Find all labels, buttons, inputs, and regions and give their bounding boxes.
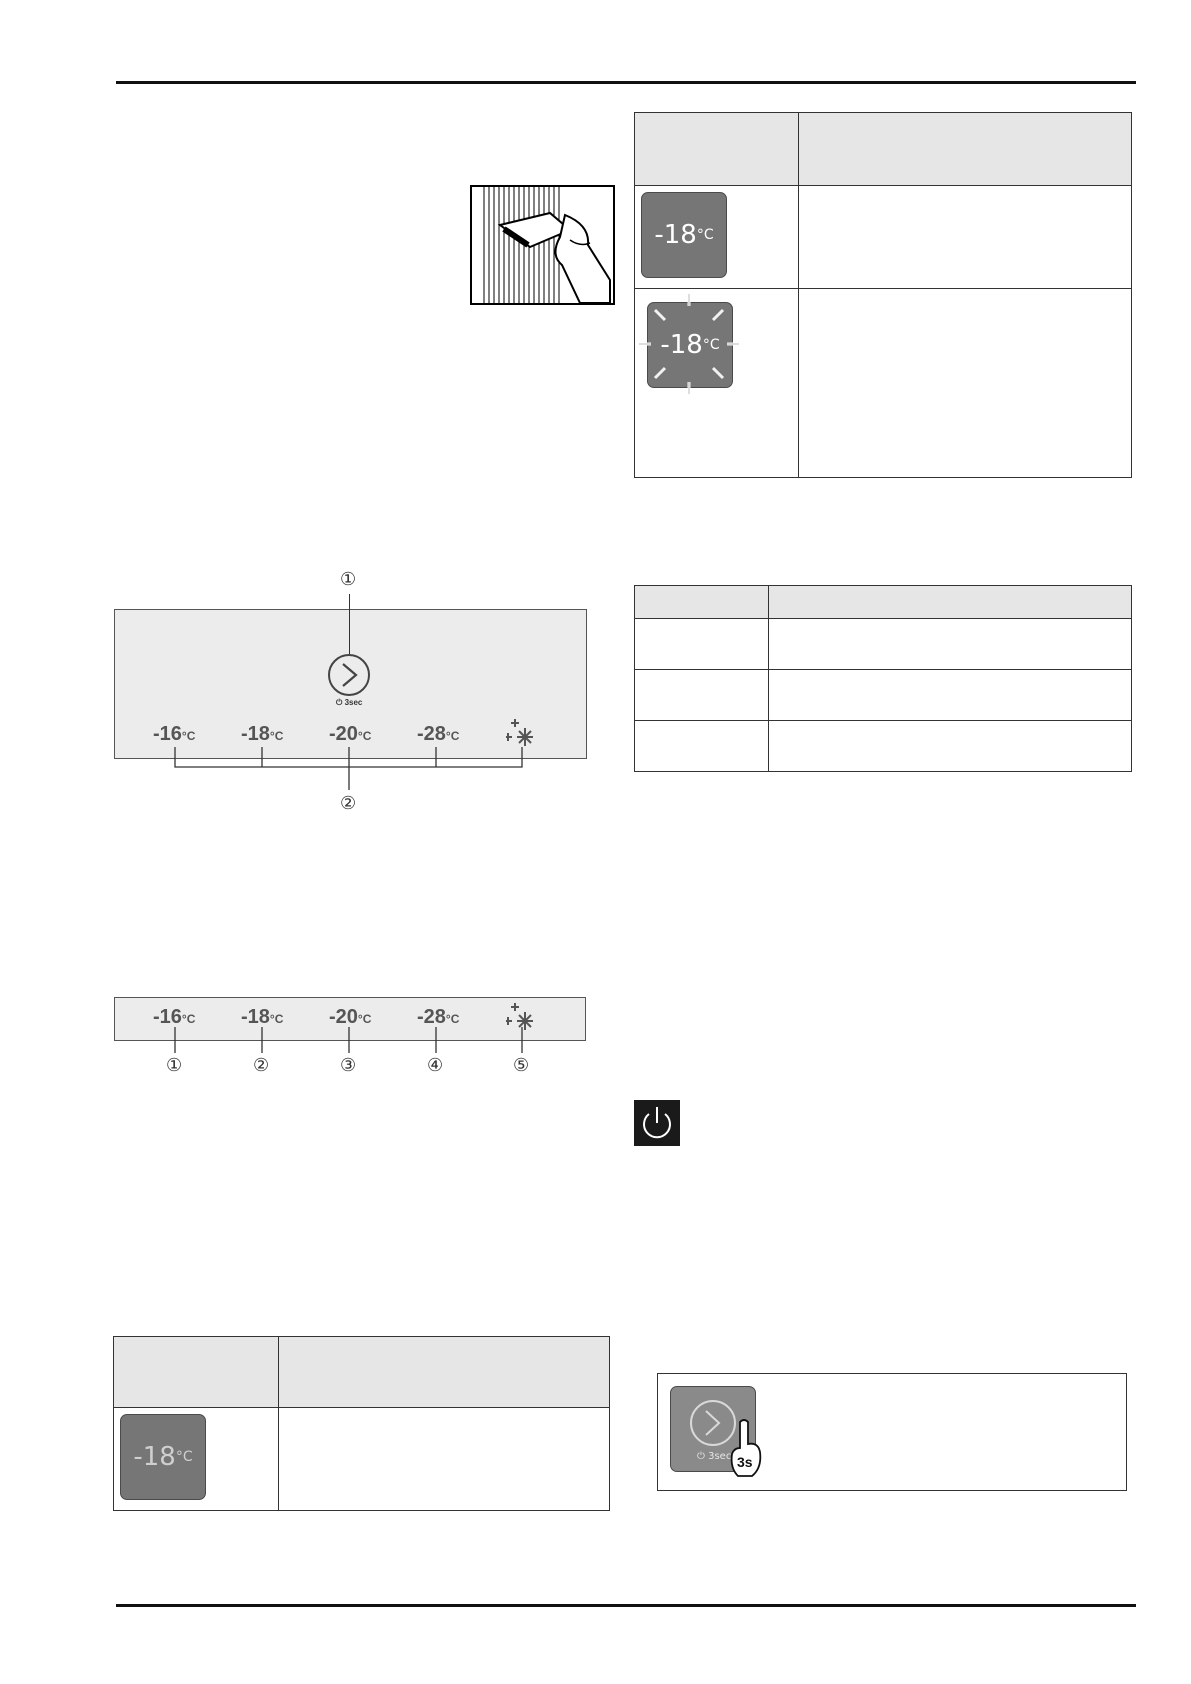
panel-superfreeze-icon xyxy=(506,718,534,748)
panel-temp-2-unit: °C xyxy=(269,729,284,743)
finger-press-icon xyxy=(728,1418,764,1478)
strip-temp-1-value: -16 xyxy=(153,1006,182,1028)
strip-temp-1 xyxy=(153,1006,195,1029)
panel-temp-3-value: -20 xyxy=(329,723,358,745)
panel-temp-1-value: -16 xyxy=(153,723,182,745)
strip-callout-4: ④ xyxy=(427,1055,444,1076)
right-table-header-2 xyxy=(799,113,1132,186)
next-button-icon[interactable] xyxy=(327,653,371,697)
panel-temp-3-unit: °C xyxy=(357,729,372,743)
settings-row-1-col-1 xyxy=(635,619,769,670)
power-hint xyxy=(336,698,362,708)
power-icon xyxy=(634,1100,680,1146)
panel-temp-4 xyxy=(417,723,459,746)
left-table-cell-2 xyxy=(279,1408,610,1511)
strip-leader-lines xyxy=(170,1027,530,1057)
tile-dim-unit: °C xyxy=(175,1449,193,1465)
panel-temp-1-unit: °C xyxy=(181,729,196,743)
tile-lit-unit: °C xyxy=(696,227,714,243)
hold-hint xyxy=(697,1451,731,1462)
right-table-header-1 xyxy=(635,113,799,186)
power-symbol-box xyxy=(634,1100,680,1146)
left-table-header-2 xyxy=(279,1337,610,1408)
strip-temp-1-unit: °C xyxy=(181,1012,196,1026)
right-table-cell-2 xyxy=(799,186,1132,289)
strip-temp-2-unit: °C xyxy=(269,1012,284,1026)
strip-temp-3-unit: °C xyxy=(357,1012,372,1026)
strip-temp-2-value: -18 xyxy=(241,1006,270,1028)
hold-power-icon: ⏻ xyxy=(697,1451,709,1462)
right-table-cell-4 xyxy=(799,289,1132,478)
panel-temp-3 xyxy=(329,723,371,746)
button-hint-label: 3sec xyxy=(344,698,363,707)
settings-row-1-col-2 xyxy=(769,619,1132,670)
hold-hint-label: 3sec xyxy=(708,1451,732,1462)
panel-temp-2-value: -18 xyxy=(241,723,270,745)
blink-rays-icon xyxy=(637,292,741,396)
footer-rule xyxy=(116,1604,1136,1607)
tile-blink-value: -18 xyxy=(660,330,703,360)
strip-temp-4-value: -28 xyxy=(417,1006,446,1028)
power-small-icon: ⏻ xyxy=(336,698,343,707)
callout-2: ② xyxy=(340,793,357,814)
strip-temp-3-value: -20 xyxy=(329,1006,358,1028)
strip-temp-2 xyxy=(241,1006,283,1029)
tile-dim-value: -18 xyxy=(133,1442,176,1472)
settings-row-3-col-2 xyxy=(769,721,1132,772)
display-tile-dim xyxy=(120,1414,206,1500)
strip-callout-2: ② xyxy=(253,1055,270,1076)
panel-temp-2 xyxy=(241,723,283,746)
panel-temp-4-unit: °C xyxy=(445,729,460,743)
strip-callout-5: ⑤ xyxy=(513,1055,530,1076)
header-rule xyxy=(116,81,1136,84)
finger-label: 3s xyxy=(737,1454,753,1470)
settings-row-2-col-1 xyxy=(635,670,769,721)
strip-callout-1: ① xyxy=(166,1055,183,1076)
callout-1-line xyxy=(349,594,350,654)
tile-lit-value: -18 xyxy=(654,220,697,250)
settings-row-3-col-1 xyxy=(635,721,769,772)
panel-temp-1 xyxy=(153,723,195,746)
tile-blink-unit: °C xyxy=(702,337,720,353)
settings-table xyxy=(634,585,1132,772)
strip-temp-4-unit: °C xyxy=(445,1012,460,1026)
strip-temp-4 xyxy=(417,1006,459,1029)
settings-header-1 xyxy=(635,586,769,619)
left-table-header-1 xyxy=(114,1337,279,1408)
panel-temp-4-value: -28 xyxy=(417,723,446,745)
settings-header-2 xyxy=(769,586,1132,619)
strip-callout-3: ③ xyxy=(340,1055,357,1076)
cleaning-illustration xyxy=(470,185,615,305)
display-tile-lit xyxy=(641,192,727,278)
settings-row-2-col-2 xyxy=(769,670,1132,721)
strip-temp-3 xyxy=(329,1006,371,1029)
callout-1: ① xyxy=(340,569,357,590)
